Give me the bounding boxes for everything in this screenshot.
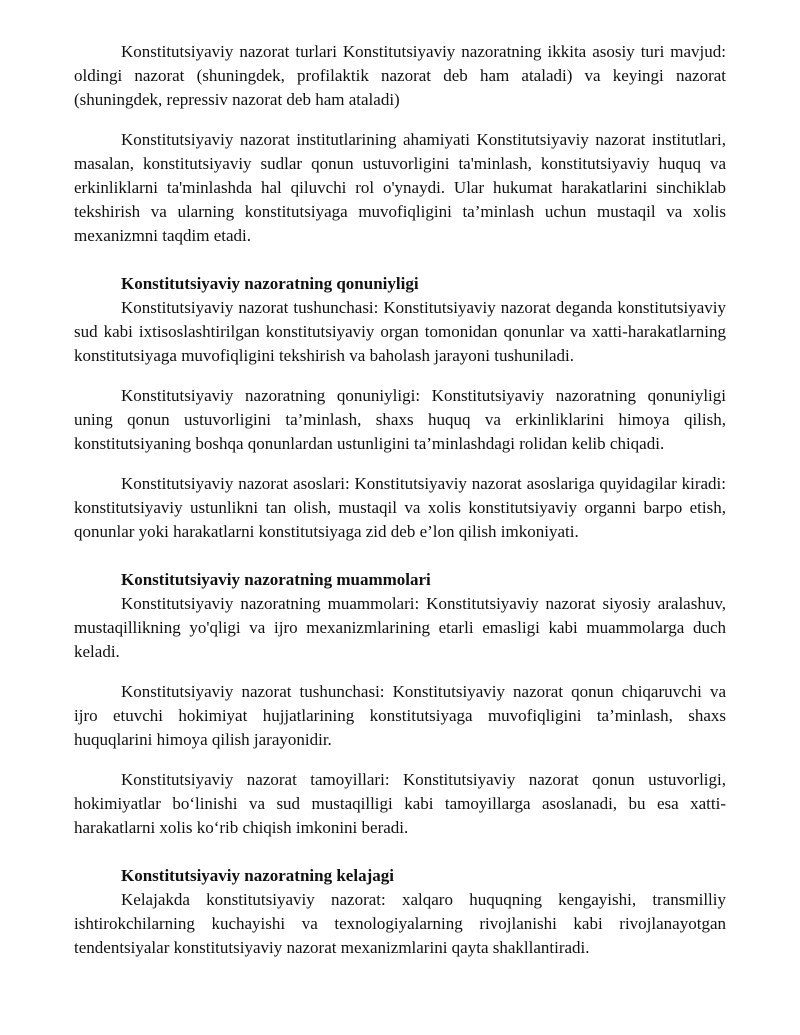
paragraph-nazorat-qonuniyligi: Konstitutsiyaviy nazoratning qonuniyligi: Konstitutsiyaviy nazoratning qonuniyligi uning qonun ustuvorligini ta’minlash, shaxs huquq va erkinliklarini himoya qilish, konstitutsiyaning boshqa qonunlardan ustunligini ta’minlashdagi rolidan kelib chiqadi. [74,386,726,453]
section-spacer [74,856,726,860]
paragraph-nazorat-muammolari: Konstitutsiyaviy nazoratning muammolari: Konstitutsiyaviy nazorat siyosiy aralashuv, mustaqillikning yo'qligi va ijro mexanizmlarining etarli emasligi kabi muammolarga duch keladi. [74,594,726,661]
paragraph-nazorat-turlari: Konstitutsiyaviy nazorat turlari Konstitutsiyaviy nazoratning ikkita asosiy turi mavjud: oldingi nazorat (shuningdek, profilaktik nazorat deb ham ataladi) va keyingi nazorat (shuningdek, repressiv nazorat deb ham ataladi) [74,42,726,109]
heading-qonuniyligi: Konstitutsiyaviy nazoratning qonuniyligi [121,274,419,293]
document-body [74,40,726,976]
paragraph-nazorat-tamoyillari: Konstitutsiyaviy nazorat tamoyillari: Konstitutsiyaviy nazorat qonun ustuvorligi, hokimiyatlar bo‘linishi va sud mustaqilligi kabi tamoyillarga asoslanadi, bu esa xatti-harakatlarni xolis ko‘rib chiqish imkonini beradi. [74,770,726,837]
heading-muammolari: Konstitutsiyaviy nazoratning muammolari [121,570,431,589]
paragraph-kelajakda: Kelajakda konstitutsiyaviy nazorat: xalqaro huquqning kengayishi, transmilliy ishtirokchilarning kuchayishi va texnologiyalarning rivojlanishi kabi rivojlanayotgan tendentsiyalar konstitutsiyaviy nazorat mexanizmlarini qayta shakllantiradi. [74,890,726,957]
section-spacer [74,264,726,268]
heading-kelajagi: Konstitutsiyaviy nazoratning kelajagi [121,866,394,885]
section-spacer [74,560,726,564]
paragraph-institutlar-ahamiyati: Konstitutsiyaviy nazorat institutlarining ahamiyati Konstitutsiyaviy nazorat institutlari, masalan, konstitutsiyaviy sudlar qonun ustuvorligini ta'minlash, konstitutsiyaviy huquq va erkinliklarni ta'minlashda hal qiluvchi rol o'ynaydi. Ular hukumat harakatlarini sinchiklab tekshirish va ularning konstitutsiyaga muvofiqligini ta’minlash uchun mustaqil va xolis mexanizmni taqdim etadi. [74,130,726,245]
paragraph-nazorat-asoslari: Konstitutsiyaviy nazorat asoslari: Konstitutsiyaviy nazorat asoslariga quyidagilar kiradi: konstitutsiyaviy ustunlikni tan olish, mustaqil va xolis konstitutsiyaviy organni barpo etish, qonunlar yoki harakatlarni konstitutsiyaga zid deb e’lon qilish imkoniyati. [74,474,726,541]
paragraph-nazorat-tushunchasi-2: Konstitutsiyaviy nazorat tushunchasi: Konstitutsiyaviy nazorat qonun chiqaruvchi va ijro etuvchi hokimiyat hujjatlarining konstitutsiyaga muvofiqligini ta’minlash, shaxs huquqlarini himoya qilish jarayonidir. [74,682,726,749]
paragraph-nazorat-tushunchasi: Konstitutsiyaviy nazorat tushunchasi: Konstitutsiyaviy nazorat deganda konstitutsiyaviy sud kabi ixtisoslashtirilgan konstitutsiyaviy organ tomonidan qonunlar va xatti-harakatlarning konstitutsiyaga muvofiqligini tekshirish va baholash jarayoni tushuniladi. [74,298,726,365]
